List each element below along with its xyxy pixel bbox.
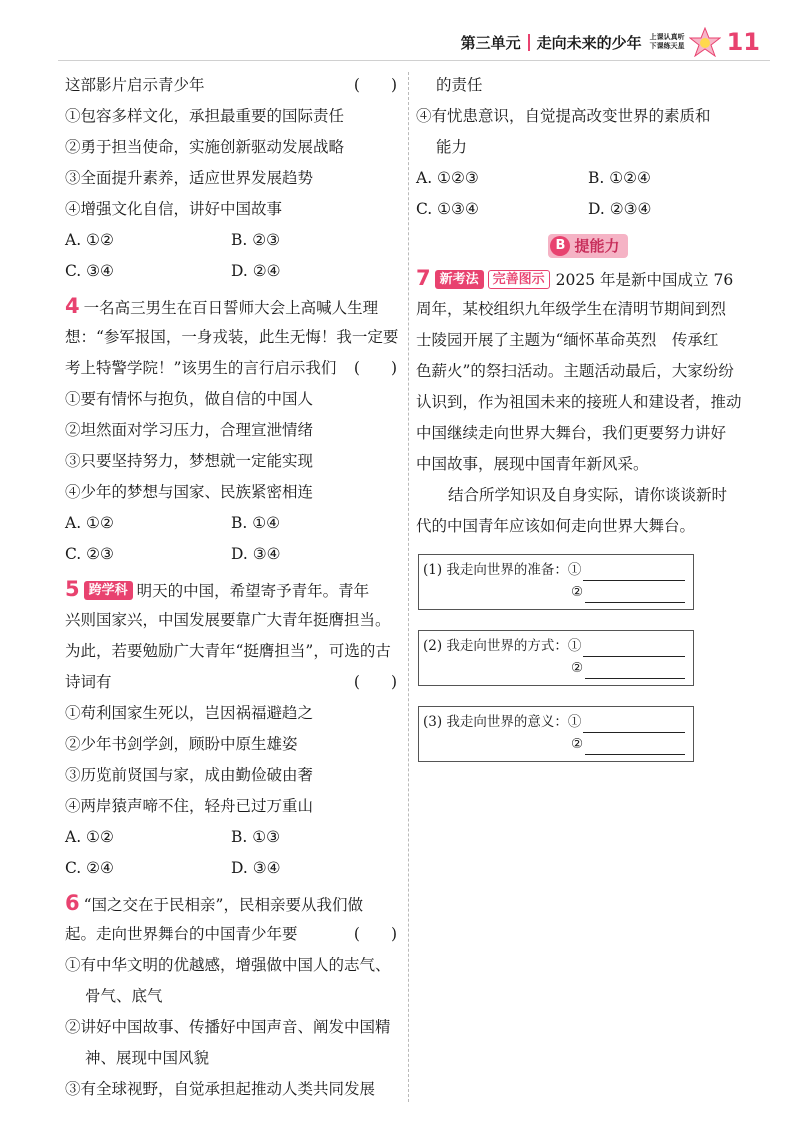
q4-option-3: ③只要坚持努力，梦想就一定能实现 [65,452,314,470]
choice-c[interactable]: C. ②③ [65,545,114,563]
section-b-heading [416,225,760,263]
star-logo-icon [689,27,721,57]
answer-label: ② [571,736,584,752]
q6-option-1-cont: 骨气、底气 [85,987,163,1005]
question-number: 4 [65,294,80,318]
q5-stem: 兴则国家兴，中国发展要靠广大青年挺膺担当。 [65,611,391,629]
q5-option-1: ①苟利国家生死以，岂因祸福避趋之 [65,704,314,722]
q6-option-4: ④有忧患意识，自觉提高改变世界的素质和 [416,107,711,125]
unit-label: 第三单元 [460,33,521,52]
q4-stem: 4 一名高三男生在百日誓师大会上高喊人生理 [65,294,379,318]
q7-stem: 7 新考法 完善图示 2025 年是新中国成立 76 [416,266,734,290]
q3-option-4: ④增强文化自信，讲好中国故事 [65,200,283,218]
q3-stem: 这部影片启示青少年 ( ) [65,70,397,101]
choice-d[interactable]: D. ③④ [231,859,281,877]
q5-option-2: ②少年书剑学剑，顾盼中原生雄姿 [65,735,298,753]
q7-stem: 周年，某校组织九年级学生在清明节期间到烈 [416,300,727,318]
q4-choices [65,539,397,570]
q3-option-1: ①包容多样文化，承担最重要的国际责任 [65,107,345,125]
choice-d[interactable]: D. ②④ [231,262,281,280]
choice-c[interactable]: C. ③④ [65,262,114,280]
header-slogan: 上课认真听 下课练天星 [649,33,685,50]
answer-blank[interactable] [585,663,685,679]
answer-paren[interactable]: ( ) [353,359,397,377]
right-column [416,70,760,762]
q5-choices [65,853,397,884]
section-label: 提能力 [574,237,620,255]
q5-stem: 诗词有 ( ) [65,667,397,698]
header-rule [58,60,770,61]
choice-c[interactable]: C. ①③④ [416,200,479,218]
q6-option-2-cont: 神、展现中国风貌 [85,1049,210,1067]
answer-paren[interactable]: ( ) [353,76,397,94]
answer-box-significance [418,706,694,762]
q6-choices [416,163,760,194]
q7-stem: 认识到，作为祖国未来的接班人和建设者，推动 [416,393,742,411]
answer-box-method [418,630,694,686]
page-header [461,28,760,56]
choice-a[interactable]: A. ①②③ [416,169,479,187]
answer-blank[interactable] [585,587,685,603]
answer-blank[interactable] [583,641,685,657]
q3-choices [65,256,397,287]
q3-option-2: ②勇于担当使命，实施创新驱动发展战略 [65,138,345,156]
q5-option-3: ③历览前贤国与家，成由勤俭破由奢 [65,766,314,784]
q4-stem: 考上特警学院！”该男生的言行启示我们 ( ) [65,353,397,384]
choice-c[interactable]: C. ②④ [65,859,114,877]
column-divider [408,72,409,1102]
choice-a[interactable]: A. ①② [65,514,114,532]
choice-b[interactable]: B. ①④ [231,514,281,532]
choice-b[interactable]: B. ①③ [231,828,281,846]
q6-option-3-cont: 的责任 [436,76,483,94]
section-letter-badge: B [550,236,570,256]
q4-option-2: ②坦然面对学习压力，合理宣泄情绪 [65,421,314,439]
answer-blank[interactable] [585,739,685,755]
answer-label: (3) 我走向世界的意义：① [423,714,582,730]
q7-stem: 色薪火”的祭扫活动。主题活动最后，大家纷纷 [416,362,734,380]
q6-option-1: ①有中华文明的优越感，增强做中国人的志气、 [65,956,391,974]
question-number: 6 [65,891,80,915]
answer-label: (2) 我走向世界的方式：① [423,638,582,654]
choice-d[interactable]: D. ②③④ [588,200,652,218]
choice-b[interactable]: B. ①②④ [588,169,651,187]
q6-option-3: ③有全球视野，自觉承担起推动人类共同发展 [65,1080,376,1098]
q6-option-2: ②讲好中国故事、传播好中国声音、阐发中国精 [65,1018,391,1036]
q4-stem: 想：“参军报国，一身戎装，此生无悔！我一定要 [65,328,399,346]
q6-stem: 起。走向世界舞台的中国青少年要 ( ) [65,919,397,950]
choice-a[interactable]: A. ①② [65,231,114,249]
new-exam-tag: 新考法 [435,270,484,289]
answer-label: ② [571,584,584,600]
choice-a[interactable]: A. ①② [65,828,114,846]
choice-b[interactable]: B. ②③ [231,231,281,249]
q5-choices [65,822,397,853]
q4-choices [65,508,397,539]
q7-stem: 中国继续走向世界大舞台，我们更要努力讲好 [416,424,727,442]
header-separator [528,34,530,51]
left-column [65,70,397,1105]
q6-choices [416,194,760,225]
q7-prompt: 代的中国青年应该如何走向世界大舞台。 [416,517,696,535]
q7-stem: 士陵园开展了主题为“缅怀革命英烈 传承红 [416,331,719,349]
q5-option-4: ④两岸猿声啼不住，轻舟已过万重山 [65,797,314,815]
q6-option-4-cont: 能力 [436,138,468,156]
cross-subject-tag: 跨学科 [84,581,133,600]
answer-label: ② [571,660,584,676]
answer-blank[interactable] [583,717,685,733]
page-number: 11 [726,28,760,56]
unit-title: 走向未来的少年 [536,33,642,52]
choice-d[interactable]: D. ③④ [231,545,281,563]
question-number: 5 [65,577,80,601]
diagram-tag: 完善图示 [488,270,550,289]
question-number: 7 [416,266,431,290]
q5-stem: 为此，若要勉励广大青年“挺膺担当”，可选的古 [65,642,391,660]
answer-box-preparation [418,554,694,610]
q3-option-3: ③全面提升素养，适应世界发展趋势 [65,169,314,187]
q4-option-1: ①要有情怀与抱负，做自信的中国人 [65,390,314,408]
q4-option-4: ④少年的梦想与国家、民族紧密相连 [65,483,314,501]
q3-choices [65,225,397,256]
answer-paren[interactable]: ( ) [353,673,397,691]
q7-prompt: 结合所学知识及自身实际，请你谈谈新时 [448,486,728,504]
q6-stem: 6 “国之交在于民相亲”，民相亲要从我们做 [65,891,363,915]
answer-paren[interactable]: ( ) [353,925,397,943]
answer-blank[interactable] [583,565,685,581]
answer-label: (1) 我走向世界的准备：① [423,562,582,578]
q7-stem: 中国故事，展现中国青年新风采。 [416,455,649,473]
q5-stem: 5 跨学科 明天的中国，希望寄予青年。青年 [65,577,370,601]
